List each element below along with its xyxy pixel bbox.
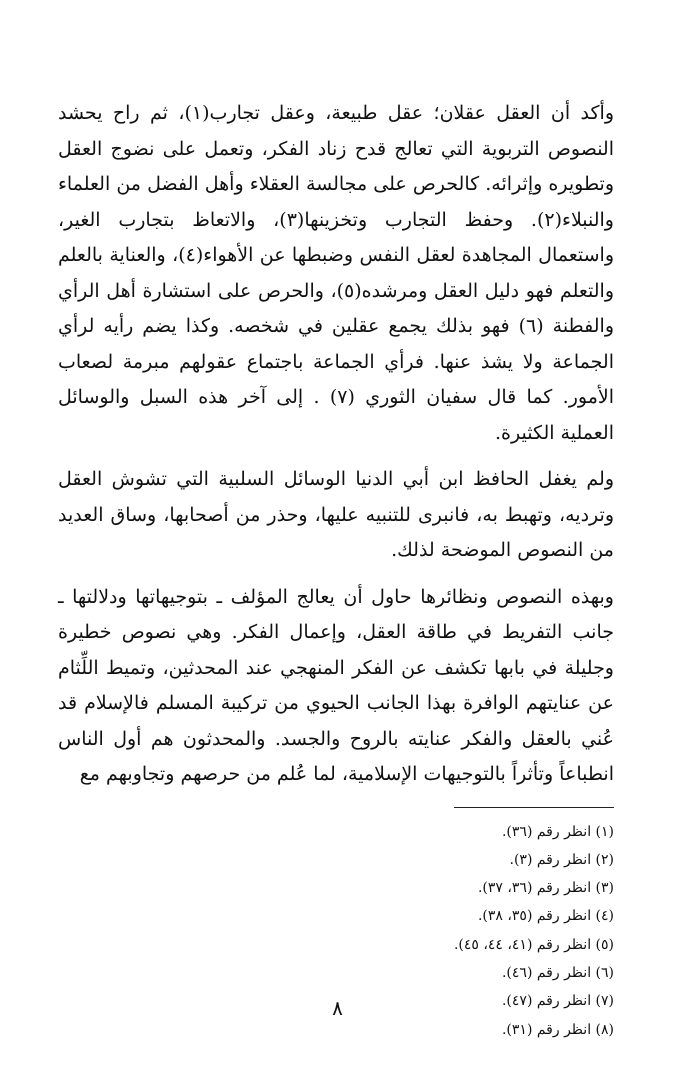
footnote-1: (١) انظر رقم (٣٦).: [501, 823, 614, 840]
footnote-8: (٨) انظر رقم (٣١).: [501, 1021, 614, 1038]
footnote-2: (٢) انظر رقم (٣).: [509, 851, 614, 868]
footnote-7: (٧) انظر رقم (٤٧).: [501, 993, 614, 1010]
footnote-divider: [454, 807, 614, 808]
footnote-4: (٤) انظر رقم (٣٥، ٣٨).: [477, 908, 614, 925]
body-paragraph-3: وبهذه النصوص ونظائرها حاول أن يعالج المؤلف ـ بتوجيهاتها ودلالتها ـ جانب التفريط في طاقة العقل، وإعمال الفكر. وهي نصوص خطيرة وجليلة في بابها تكشف عن الفكر المنهجي عند المحدثين، وتميط اللِّثام عن عنايتهم الوافرة بهذا الجانب الحيوي من تركيبة المسلم فالإسلام قد عُني بالعقل والفكر عنايته بالروح والجسد. والمحدثون هم أول الناس انطباعاً وتأثراً بالتوجيهات الإسلامية، لما عُلم من حرصهم وتجاوبهم مع: [58, 585, 614, 785]
page-body: [58, 96, 614, 1044]
footnote-3: (٣) انظر رقم (٣٦، ٣٧).: [477, 880, 614, 897]
footnote-6: (٦) انظر رقم (٤٦).: [501, 964, 614, 981]
page-number: ٨: [332, 996, 343, 1020]
footnote-5: (٥) انظر رقم (٤١، ٤٤، ٤٥).: [453, 936, 614, 953]
body-paragraph-2: ولم يغفل الحافظ ابن أبي الدنيا الوسائل السلبية التي تشوش العقل وترديه، وتهبط به، فانبرى للتنبيه عليها، وحذر من أصحابها، وساق العديد من النصوص الموضحة لذلك.: [58, 468, 614, 561]
body-paragraph-1: وأكد أن العقل عقلان؛ عقل طبيعة، وعقل تجارب(١)، ثم راح يحشد النصوص التربوية التي تعالج قدح زناد الفكر، وتعمل على نضوج العقل وتطويره وإثرائه. كالحرص على مجالسة العقلاء وأهل الفضل من العلماء والنبلاء(٢). وحفظ التجارب وتخزينها(٣)، والاتعاظ بتجارب الغير، واستعمال المجاهدة لعقل النفس وضبطها عن الأهواء(٤)، والعناية بالعلم والتعلم فهو دليل العقل ومرشده(٥)، والحرص على استشارة أهل الرأي والفطنة (٦) فهو بذلك يجمع عقلين في شخصه. وكذا يضم رأيه لرأي الجماعة ولا يشذ عنها. فرأي الجماعة باجتماع عقولهم مبرمة لصعاب الأمور. كما قال سفيان الثوري (٧) . إلى آخر هذه السبل والوسائل العملية الكثيرة.: [58, 102, 614, 444]
